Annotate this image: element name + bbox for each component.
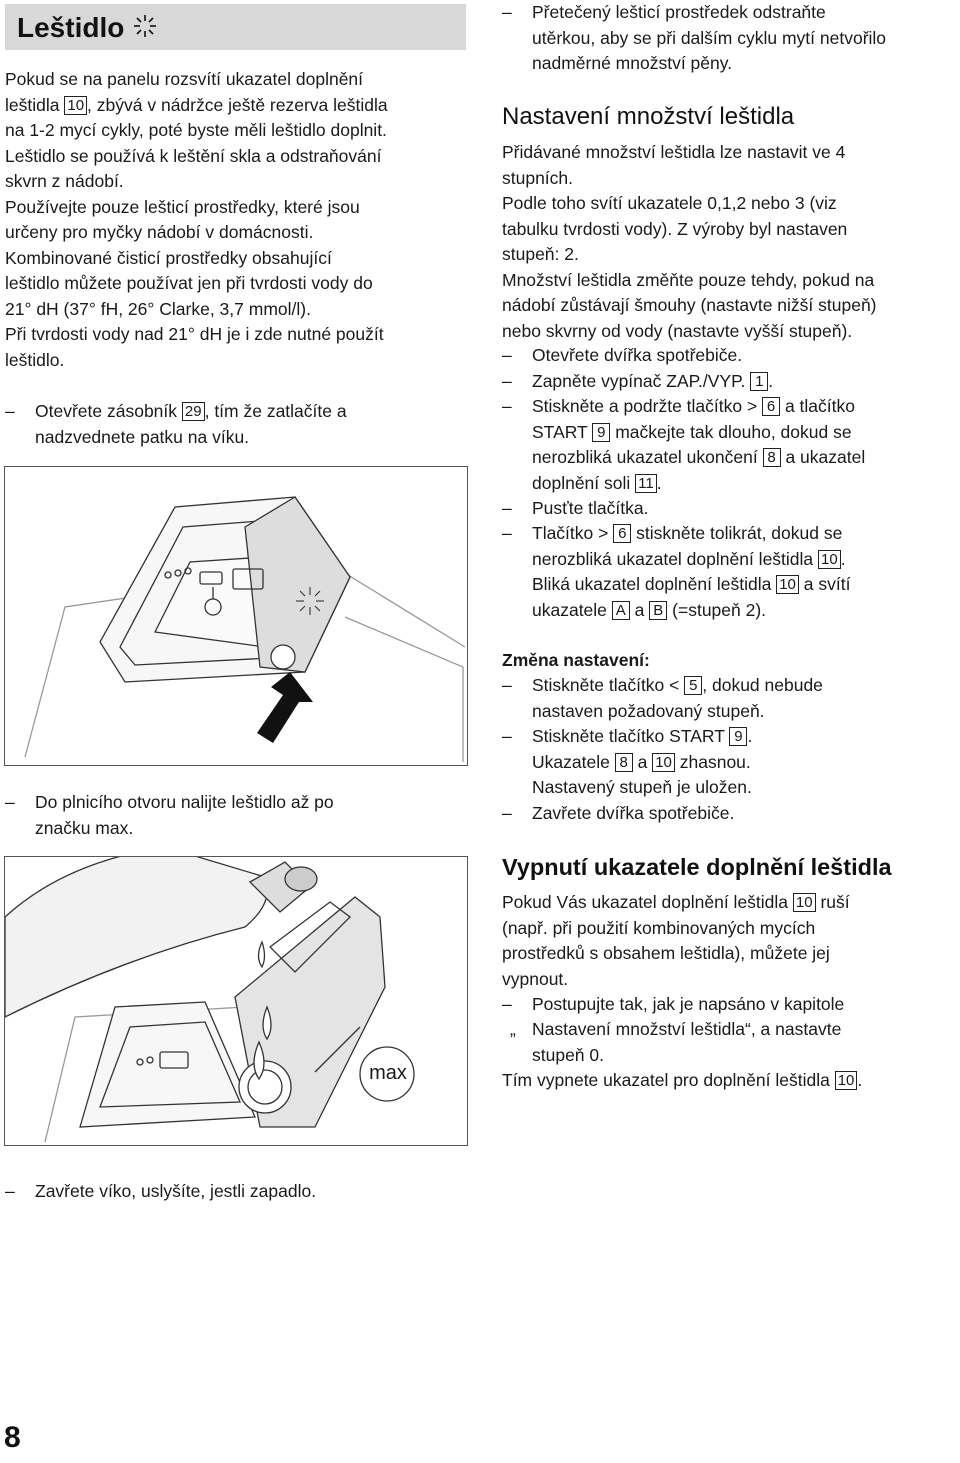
amount-text: Přidávané množství leštidla lze nastavit ve 4 stupních. Podle toho svítí ukazatele 0,1,2 nebo 3 (viz tabulku tvrdosti vody). Z výroby byl nastaven stupeň: 2. Množství leštidla změňte pouze tehdy, pokud na nádobí zůstávají šmouhy (nastavte nižší stupeň) nebo skvrny od vody (nastavte vyšší stupeň). bbox=[502, 142, 877, 341]
step-close-door: – Zavřete dvířka spotřebiče. bbox=[502, 803, 735, 823]
heading-disable-indicator: Vypnutí ukazatele doplnění leštidla bbox=[502, 854, 892, 880]
push-arrow-icon bbox=[245, 667, 315, 747]
step-press-start: – Stiskněte tlačítko START 9 . Ukazatele 8 a 10 zhasnou. Nastavený stupeň je uložen. bbox=[502, 726, 753, 797]
indicator-ref: 10 bbox=[64, 96, 87, 115]
step-fill-rinse-aid: – Do plnicího otvoru nalijte leštidlo až po značku max. bbox=[5, 792, 334, 838]
step-press-repeatedly: – Tlačítko > 6 stiskněte tolikrát, dokud se nerozbliká ukazatel doplnění leštidla 10 . Bliká ukazatel doplnění leštidla 10 a svítí ukazatele A a B (=stupeň 2). bbox=[502, 523, 851, 620]
rinse-aid-sparkle-icon bbox=[132, 10, 158, 50]
step-press-less: – Stiskněte tlačítko < 5 , dokud nebude nastaven požadovaný stupeň. bbox=[502, 675, 823, 721]
step-open-dispenser: – Otevřete zásobník 29 , tím že zatlačíte a nadzvednete patku na víku. bbox=[5, 401, 347, 447]
disable-text: Pokud Vás ukazatel doplnění leštidla 10 ruší (např. při použití kombinovaných mycích prostředků s obsahem leštidla), můžete jej vypnout. bbox=[502, 892, 850, 989]
step-set-zero: „ Nastavení množství leštidla“, a nastavte stupeň 0. bbox=[510, 1019, 842, 1065]
step-release: – Pusťte tlačítka. bbox=[502, 498, 649, 518]
disable-result: Tím vypnete ukazatel pro doplnění leštidla 10 . bbox=[502, 1070, 863, 1090]
page-number: 8 bbox=[4, 1421, 21, 1454]
step-switch-on: – Zapněte vypínač ZAP./VYP. 1 . bbox=[502, 371, 774, 391]
max-label: max bbox=[369, 1062, 407, 1084]
step-wipe-overflow: – Přetečený lešticí prostředek odstraňte utěrkou, aby se při dalším cyklu mytí netvořilo nadměrné množství pěny. bbox=[502, 2, 887, 73]
figure-fill-rinse-aid bbox=[4, 856, 468, 1146]
figure-open-dispenser bbox=[4, 466, 468, 766]
intro-text: Pokud se na panelu rozsvítí ukazatel doplnění leštidla 10 , zbývá v nádržce ještě rezerva leštidla na 1-2 mycí cykly, poté byste měli leštidlo doplnit. Leštidlo se používá k leštění skla a odstraňování skvrn z nádobí. Používejte pouze lešticí prostředky, které jsou určeny pro myčky nádobí v domácnosti. Kombinované čisticí prostředky obsahující leštidlo můžete používat jen při tvrdosti vody do 21° dH (37° fH, 26° Clarke, 3,7 mmol/l). Při tvrdosti vody nad 21° dH je i zde nutné použít leštidlo. bbox=[5, 69, 388, 370]
step-close-lid: – Zavřete víko, uslyšíte, jestli zapadlo. bbox=[5, 1181, 317, 1201]
step-hold-buttons: – Stiskněte a podržte tlačítko > 6 a tlačítko START 9 mačkejte tak dlouho, dokud se nerozbliká ukazatel ukončení 8 a ukazatel doplnění soli 11 . bbox=[502, 396, 866, 493]
page-title: Leštidlo bbox=[17, 8, 158, 50]
section-title-bar bbox=[5, 4, 466, 50]
step-follow-chapter: – Postupujte tak, jak je napsáno v kapitole bbox=[502, 994, 845, 1014]
step-open-door: – Otevřete dvířka spotřebiče. bbox=[502, 345, 743, 365]
heading-amount-setting: Nastavení množství leštidla bbox=[502, 103, 795, 130]
heading-change-setting: Změna nastavení: bbox=[502, 650, 650, 670]
